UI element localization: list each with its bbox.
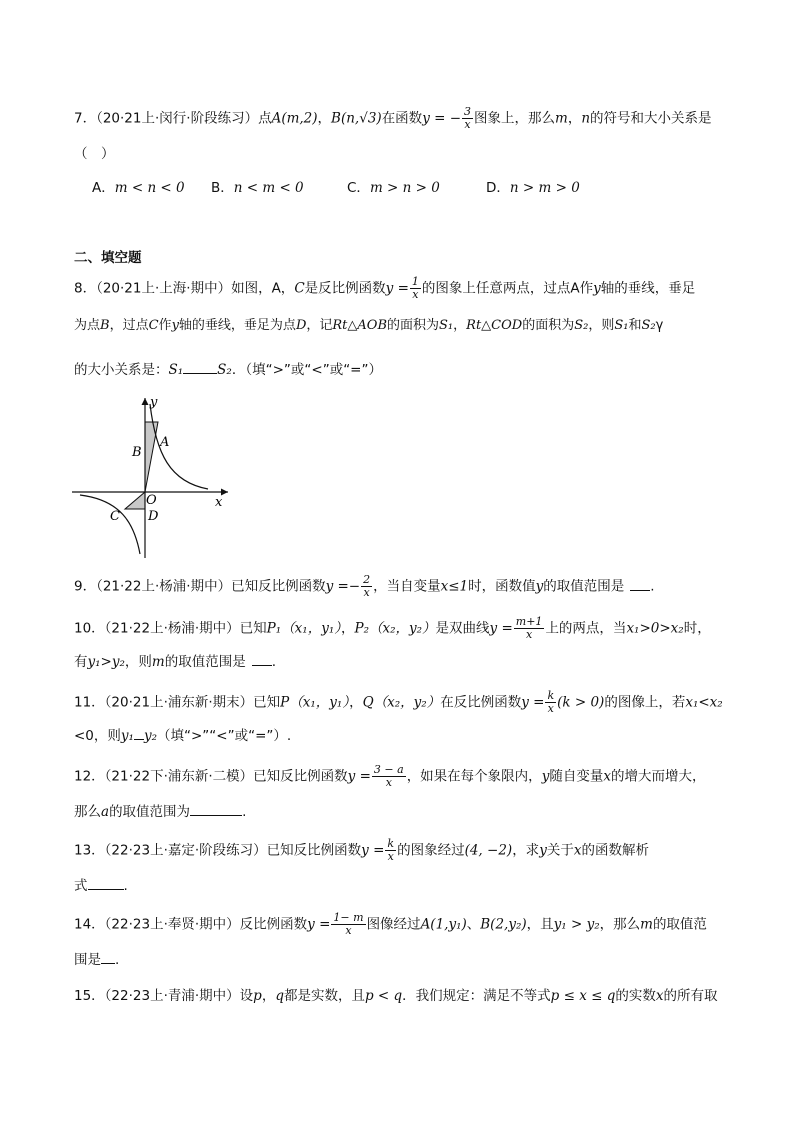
q8-frac-num: 1 — [411, 275, 419, 288]
label-b: B — [132, 445, 142, 460]
q8-l2-t10: 和 — [628, 318, 642, 333]
q8-l2-s1b: S₁ — [614, 318, 629, 333]
q8-l2-t11: γ — [655, 318, 664, 333]
q10-head: 10．（21·22上·杨浦·期中）已知 — [74, 620, 267, 637]
q14-point-b: B(2,y₂) — [480, 916, 527, 933]
q7-line1 — [74, 106, 712, 131]
q13-line1 — [74, 838, 649, 863]
q11-sep: ， — [349, 694, 363, 711]
q7-text3: ， — [567, 110, 582, 127]
q9-answer-blank[interactable] — [630, 578, 650, 591]
q7-option-a[interactable] — [92, 176, 185, 196]
q12-l2-t1: 那么 — [74, 804, 101, 820]
q7-frac-num: 3 — [464, 105, 472, 118]
q7-sep: ， — [317, 110, 332, 127]
q12-func: y = — [347, 768, 371, 785]
q12-answer-blank[interactable] — [190, 803, 242, 816]
q10-frac-den: x — [526, 628, 533, 641]
q7-text: 在函数 — [381, 110, 423, 127]
q8-line3 — [74, 360, 382, 380]
q8-l2-b: B — [100, 318, 110, 333]
q8-l2-t9: ，则 — [588, 318, 615, 333]
q10-p2: P₂（x₂，y₂） — [354, 620, 436, 637]
option-expr: m < n < 0 — [114, 180, 185, 196]
q8-text3: 轴的垂线，垂足 — [600, 280, 696, 297]
triangle-cod — [125, 492, 145, 509]
q10-l2-t4: . — [271, 654, 276, 670]
q11-q: Q（x₂，y₂） — [362, 694, 441, 711]
q15-ineq: p ≤ x ≤ q — [550, 988, 616, 1004]
q8-fraction — [410, 276, 421, 301]
q8-answer-blank[interactable] — [183, 361, 217, 374]
q15-t1: 都是实数，且 — [283, 988, 365, 1004]
q9-func: y =− — [325, 578, 361, 595]
q9-fraction — [361, 574, 372, 599]
q7-point-a: A(m,2) — [271, 110, 318, 127]
q8-l3-s2: S₂ — [217, 362, 232, 378]
q9-cond: x≤1 — [440, 578, 469, 595]
q15-line — [74, 986, 717, 1006]
q12-y: y — [541, 768, 550, 785]
q8-l2-t7: ， — [453, 318, 467, 333]
q10-p1: P₁（x₁，y₁） — [266, 620, 341, 637]
label-d: D — [148, 509, 159, 524]
q14-m: m — [640, 916, 653, 933]
q14-line2 — [74, 950, 119, 970]
q8-l3-s1: S₁ — [168, 362, 184, 378]
q11-cond: x₁<x₂ — [685, 694, 723, 711]
q13-l2-t2: . — [123, 878, 128, 894]
q13-line2 — [74, 876, 128, 896]
q7-option-c[interactable] — [347, 176, 440, 196]
q15-cond: p < q — [364, 988, 403, 1004]
q14-frac-den: x — [345, 924, 352, 937]
q7-text4: 的符号和大小关系是 — [590, 110, 712, 127]
q15-p: p — [253, 988, 262, 1004]
q8-l2-t8: 的面积为 — [522, 318, 575, 333]
q11-kcond: (k > 0) — [557, 694, 605, 711]
q13-t1: 的图象经过 — [397, 842, 465, 859]
q8-l2-t3: 作 — [158, 318, 172, 333]
q8-l3-t1: 的大小关系是： — [74, 362, 169, 378]
label-o: O — [146, 493, 157, 508]
q11-line1 — [74, 690, 723, 715]
option-label: B． — [211, 180, 234, 196]
q11-head: 11．（20·21上·浦东新·期末）已知 — [74, 694, 281, 711]
option-label: D． — [486, 180, 510, 196]
q9-frac-num: 2 — [363, 573, 371, 586]
option-label: C． — [347, 180, 370, 196]
q11-frac-num: k — [547, 689, 555, 702]
q10-fraction — [514, 616, 545, 641]
q7-fraction — [462, 106, 473, 131]
q11-answer-blank[interactable] — [134, 727, 144, 740]
label-x: x — [215, 495, 223, 510]
q9-t1: ，当自变量 — [373, 578, 441, 595]
q12-head: 12．（21·22下·浦东新·二模）已知反比例函数 — [74, 768, 348, 785]
q8-y: y — [593, 280, 601, 297]
q8-line2 — [74, 316, 663, 336]
q15-t4: 的所有取 — [663, 988, 718, 1004]
q13-t2: ，求 — [512, 842, 540, 859]
label-a: A — [160, 435, 170, 450]
q8-l2-s1: S₁ — [439, 318, 454, 333]
q8-l2-y: y — [171, 318, 179, 333]
q8-text2: 的图象上任意两点，过点A作 — [421, 280, 594, 297]
q10-func: y = — [489, 620, 513, 637]
q11-frac-den: x — [547, 702, 554, 715]
q11-fraction — [545, 690, 556, 715]
q14-t4: 的取值范 — [652, 916, 707, 933]
q12-l2-t3: . — [242, 804, 247, 820]
q10-t3: 时， — [683, 620, 711, 637]
q13-head: 13．（22·23上·嘉定·阶段练习）已知反比例函数 — [74, 842, 362, 859]
q12-l2-t2: 的取值范围为 — [109, 804, 191, 820]
q14-line1 — [74, 912, 707, 937]
q14-l2-t2: . — [115, 952, 120, 968]
q15-t2: ．我们规定：满足不等式 — [402, 988, 551, 1004]
q10-t2: 上的两点，当 — [545, 620, 627, 637]
q7-n: n — [581, 110, 591, 127]
q14-t2: ，且 — [526, 916, 554, 933]
q13-frac-den: x — [387, 850, 394, 863]
q10-l2-t3: 的取值范围是 — [164, 654, 246, 670]
q11-t1: 在反比例函数 — [440, 694, 522, 711]
label-y: y — [150, 395, 158, 410]
q13-l2-t1: 式 — [74, 878, 88, 894]
hyperbola-branch-q1 — [150, 404, 208, 489]
q14-l2-t1: 围是 — [74, 952, 101, 968]
q10-t1: 是双曲线 — [435, 620, 490, 637]
q14-point-a: A(1,y₁) — [420, 916, 467, 933]
q7-m: m — [555, 110, 568, 127]
q11-l2-y1: y₁ — [120, 728, 134, 744]
q8-l3-t2: ．（填“>”或“<”或“=”） — [231, 362, 382, 378]
q12-t1: ，如果在每个象限内， — [406, 768, 542, 785]
q7-point-b: B(n,√3) — [331, 110, 382, 127]
q13-point: (4, −2) — [464, 842, 513, 859]
q14-head: 14．（22·23上·奉贤·期中）反比例函数 — [74, 916, 308, 933]
q8-line1 — [74, 276, 695, 301]
q10-sep: ， — [340, 620, 355, 637]
q7-line2: （ ） — [74, 146, 115, 162]
q10-line1 — [74, 616, 711, 641]
option-expr: n > m > 0 — [509, 180, 580, 196]
label-c: C — [110, 509, 120, 524]
q15-x: x — [655, 988, 664, 1004]
option-expr: n < m < 0 — [233, 180, 304, 196]
q12-l2-a: a — [101, 804, 110, 820]
q12-t3: 的增大而增大， — [610, 768, 706, 785]
option-expr: m > n > 0 — [369, 180, 440, 196]
q12-fraction — [372, 764, 406, 789]
q9-frac-den: x — [363, 586, 370, 599]
q8-l2-d: D — [295, 318, 307, 333]
q14-frac-num: 1− m — [333, 911, 364, 924]
q10-line2 — [74, 652, 276, 672]
q12-line2 — [74, 802, 246, 822]
q13-x: x — [573, 842, 582, 859]
q10-l2-m: m — [151, 654, 165, 670]
q9-t3: 的取值范围是 — [543, 578, 625, 595]
q10-l2-t2: ，则 — [124, 654, 152, 670]
q11-l2-t1: <0，则 — [74, 728, 121, 744]
q13-y: y — [539, 842, 547, 859]
q13-frac-num: k — [387, 837, 395, 850]
q9-t4: . — [650, 578, 655, 595]
q8-l2-t4: 轴的垂线，垂足为点 — [178, 318, 296, 333]
triangle-aob — [145, 422, 158, 492]
q7-func: y = − — [422, 110, 462, 127]
q14-t1: 图像经过 — [366, 916, 421, 933]
q9-t2: 时，函数值 — [468, 578, 536, 595]
section-title: 二、填空题 — [74, 250, 142, 266]
q10-cond: x₁>0>x₂ — [626, 620, 684, 637]
q11-line2 — [74, 726, 291, 746]
option-label: A． — [92, 180, 115, 196]
q7-option-b[interactable] — [211, 176, 304, 196]
q8-l2-t2: ，过点 — [109, 318, 149, 333]
q12-line1 — [74, 764, 705, 789]
q12-frac-den: x — [385, 776, 392, 789]
q8-l2-tri1: Rt△AOB — [332, 318, 387, 333]
q8-text: 是反比例函数 — [304, 280, 386, 297]
q11-p: P（x₁，y₁） — [280, 694, 350, 711]
q15-sep: ， — [261, 988, 276, 1004]
q8-frac-den: x — [412, 288, 419, 301]
q13-fraction — [385, 838, 396, 863]
q14-t3: ，那么 — [599, 916, 641, 933]
q8-func: y = — [385, 280, 409, 297]
q10-l2-cond: y₁>y₂ — [87, 654, 125, 670]
q8-l2-s2: S₂ — [574, 318, 589, 333]
q9-line — [74, 574, 655, 599]
q9-y: y — [535, 578, 544, 595]
q11-func: y = — [521, 694, 545, 711]
q8-l2-t5: ，记 — [306, 318, 333, 333]
q8-l2-s2b: S₂ — [641, 318, 656, 333]
q13-answer-blank[interactable] — [88, 877, 124, 890]
q9-head: 9．（21·22上·杨浦·期中）已知反比例函数 — [74, 578, 326, 595]
q14-fraction — [331, 912, 365, 937]
q10-l2-t1: 有 — [74, 654, 88, 670]
q15-head: 15．（22·23上·青浦·期中）设 — [74, 988, 254, 1004]
q13-t3: 关于 — [546, 842, 574, 859]
q8-l2-tri2: Rt△COD — [466, 318, 523, 333]
q14-cond: y₁ > y₂ — [553, 916, 600, 933]
q15-t3: 的实数 — [615, 988, 656, 1004]
q12-t2: 随自变量 — [549, 768, 604, 785]
q14-sep: 、 — [466, 916, 481, 933]
q13-func: y = — [361, 842, 385, 859]
q8-l2-t6: 的面积为 — [387, 318, 440, 333]
q7-option-d[interactable] — [486, 176, 580, 196]
q10-frac-num: m+1 — [515, 615, 543, 628]
q14-func: y = — [307, 916, 331, 933]
q13-t4: 的函数解析 — [581, 842, 649, 859]
q8-hyperbola-figure — [70, 392, 240, 562]
q11-l2-t2: （填“>”“<”或“=”）. — [157, 728, 292, 744]
q11-l2-y2: y₂ — [143, 728, 157, 744]
q11-t2: 的图像上，若 — [604, 694, 686, 711]
q7-head: 7．（20·21上·闵行·阶段练习）点 — [74, 110, 272, 127]
q8-head: 8．（20·21上·上海·期中）如图，A， — [74, 280, 295, 297]
q8-c: C — [294, 280, 305, 297]
q12-frac-num: 3 − a — [373, 763, 404, 776]
q7-text2: 图象上，那么 — [474, 110, 556, 127]
q15-q: q — [275, 988, 284, 1004]
q8-l2-t1: 为点 — [74, 318, 101, 333]
q14-answer-blank[interactable] — [101, 951, 115, 964]
q12-x: x — [603, 768, 611, 785]
q7-frac-den: x — [464, 118, 471, 131]
q10-answer-blank[interactable] — [252, 653, 272, 666]
q8-l2-c: C — [148, 318, 159, 333]
